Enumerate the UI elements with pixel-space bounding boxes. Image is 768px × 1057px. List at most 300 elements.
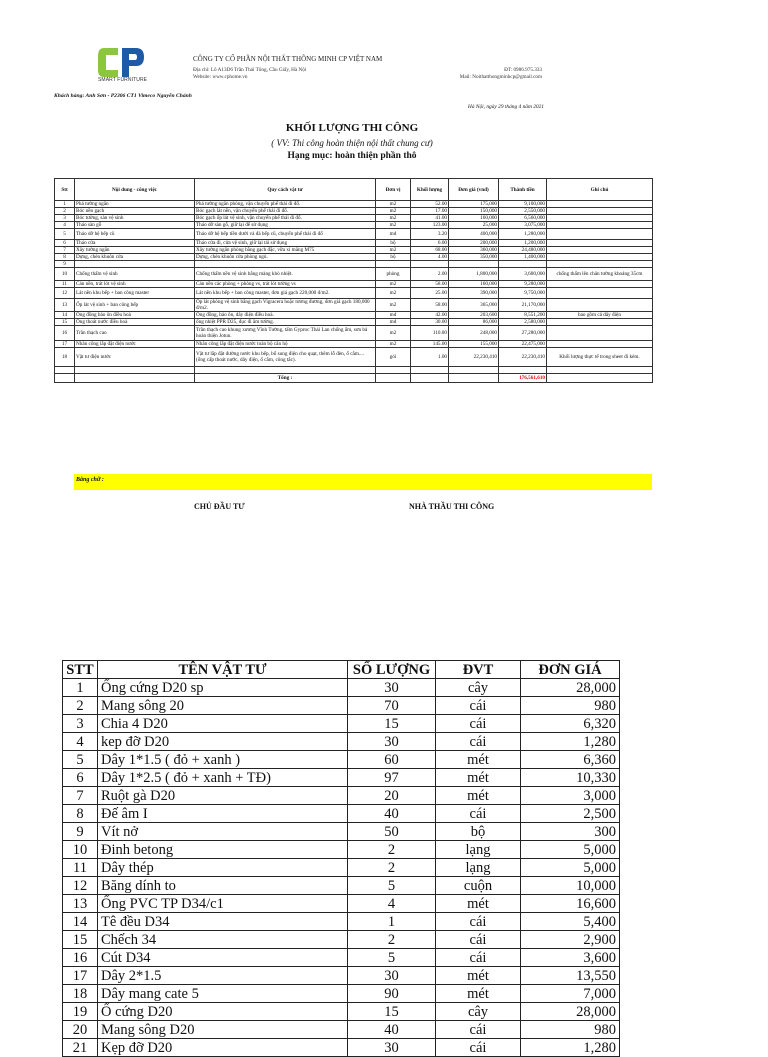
row-stt: 6 [55, 240, 75, 247]
mat-unit: cái [436, 715, 521, 733]
table-row [55, 247, 653, 254]
row-unit [376, 261, 411, 268]
materials-row [63, 697, 620, 715]
mat-name: Ruột gà D20 [98, 787, 348, 805]
row-note [547, 261, 653, 268]
row-content: Ống thoát nước điều hoà [75, 319, 195, 326]
table-total-row [55, 374, 653, 383]
mat-name: Ống cứng D20 sp [98, 679, 348, 697]
mat-price: 1,280 [521, 733, 620, 751]
mat-stt: 21 [63, 1039, 98, 1057]
row-spec: Lát nền khu bếp + ban công master, đơn giá gạch 220,000 đ/m2. [195, 288, 376, 299]
row-stt: 14 [55, 312, 75, 319]
row-spec: Dựng, chèn khuôn cửa phòng ngủ. [195, 254, 376, 261]
materials-row [63, 895, 620, 913]
row-quantity: 1.00 [411, 348, 449, 367]
row-note [547, 215, 653, 222]
row-quantity: 42.00 [411, 312, 449, 319]
mat-name: Kẹp đỡ D20 [98, 1039, 348, 1057]
row-note [547, 208, 653, 215]
mat-stt: 5 [63, 751, 98, 769]
mat-unit: lạng [436, 841, 521, 859]
row-content: Vật tư điện nước [75, 348, 195, 367]
mat-price: 5,400 [521, 913, 620, 931]
table-row [55, 215, 653, 222]
row-stt: 7 [55, 247, 75, 254]
row-unit: m2 [376, 341, 411, 348]
row-content: Phá tường ngăn [75, 201, 195, 208]
mat-price: 2,500 [521, 805, 620, 823]
mat-stt: 14 [63, 913, 98, 931]
mat-name: Chia 4 D20 [98, 715, 348, 733]
row-stt: 10 [55, 268, 75, 281]
row-unit-price: 365,000 [449, 299, 499, 312]
materials-row [63, 715, 620, 733]
row-unit-price: 248,000 [449, 326, 499, 341]
row-spec: Tháo cửa đi, cửa vệ sinh, giữ lại tái sử dụng [195, 240, 376, 247]
header-stt: Stt [55, 179, 75, 201]
mat-qty: 15 [348, 1003, 436, 1021]
mat-stt: 11 [63, 859, 98, 877]
mat-price: 6,360 [521, 751, 620, 769]
row-unit-price: 160,000 [449, 215, 499, 222]
mat-price: 980 [521, 697, 620, 715]
row-amount: 9,280,000 [499, 281, 547, 288]
mat-qty: 5 [348, 949, 436, 967]
row-spec: Tháo dỡ hệ bếp tiền dưới và đá bếp cũ, chuyển phế thải đi đổ [195, 229, 376, 240]
row-unit-price: 200,000 [449, 240, 499, 247]
row-content: Tháo sàn gỗ [75, 222, 195, 229]
materials-row [63, 949, 620, 967]
row-stt: 18 [55, 348, 75, 367]
row-stt: 13 [55, 299, 75, 312]
mat-name: Dây 1*1.5 ( đỏ + xanh ) [98, 751, 348, 769]
mat-price: 3,600 [521, 949, 620, 967]
mat-stt: 6 [63, 769, 98, 787]
mat-unit: cái [436, 913, 521, 931]
mat-price: 13,550 [521, 967, 620, 985]
mat-unit: cái [436, 949, 521, 967]
row-spec: Nhân công lắp đặt điện nước toàn bộ căn hộ [195, 341, 376, 348]
mat-stt: 3 [63, 715, 98, 733]
materials-row [63, 985, 620, 1003]
row-amount: 2,580,000 [499, 319, 547, 326]
row-content: Bóc tường, sàn vệ sinh [75, 215, 195, 222]
amount-in-words: Bằng chữ : [74, 474, 652, 490]
row-note [547, 254, 653, 261]
row-unit: bộ [376, 240, 411, 247]
row-note [547, 326, 653, 341]
signature-owner: CHỦ ĐẦU TƯ [194, 502, 245, 511]
company-phone: ĐT: 0986.975.333 [504, 67, 542, 73]
row-unit: m2 [376, 281, 411, 288]
mat-name: Dây 2*1.5 [98, 967, 348, 985]
mat-name: kep đỡ D20 [98, 733, 348, 751]
row-spec: Xây tường ngăn phòng bằng gạch đặc, vữa xi măng M75 [195, 247, 376, 254]
mat-unit: cuộn [436, 877, 521, 895]
header-quantity: Khối lượng [411, 179, 449, 201]
row-quantity: 4.00 [411, 254, 449, 261]
mat-price: 10,330 [521, 769, 620, 787]
materials-row [63, 823, 620, 841]
row-unit: gói [376, 348, 411, 367]
mat-qty: 20 [348, 787, 436, 805]
row-amount: 6,560,000 [499, 215, 547, 222]
row-content: Cán nền, trát lót vệ sinh [75, 281, 195, 288]
mat-stt: 13 [63, 895, 98, 913]
row-note [547, 222, 653, 229]
row-amount: 22,230,410 [499, 348, 547, 367]
row-note: bao gồm cả dây điện [547, 312, 653, 319]
row-amount: 27,280,000 [499, 326, 547, 341]
mat-qty: 1 [348, 913, 436, 931]
mat-stt: 15 [63, 931, 98, 949]
header-note: Ghi chú [547, 179, 653, 201]
row-stt: 3 [55, 215, 75, 222]
mat-price: 5,000 [521, 841, 620, 859]
table-row [55, 341, 653, 348]
row-stt: 15 [55, 319, 75, 326]
row-content [75, 261, 195, 268]
row-note [547, 201, 653, 208]
company-address: Địa chỉ: Lô A13D6 Trần Thái Tông, Cầu Giấy, Hà Nội [193, 67, 307, 73]
row-spec: Tháo dỡ sàn gỗ, giữ lại để sử dụng [195, 222, 376, 229]
mat-price: 10,000 [521, 877, 620, 895]
table-row [55, 288, 653, 299]
table-row [55, 261, 653, 268]
row-content: Bóc nền gạch [75, 208, 195, 215]
row-unit-price: 22,230,410 [449, 348, 499, 367]
mat-unit: mét [436, 967, 521, 985]
row-unit-price: 86,000 [449, 319, 499, 326]
table-row [55, 319, 653, 326]
mat-stt: 20 [63, 1021, 98, 1039]
row-unit: phòng [376, 268, 411, 281]
mat-name: Dây 1*2.5 ( đỏ + xanh + TĐ) [98, 769, 348, 787]
row-stt: 4 [55, 222, 75, 229]
mat-name: Đế âm I [98, 805, 348, 823]
row-unit: md [376, 312, 411, 319]
materials-row [63, 877, 620, 895]
mat-unit: cái [436, 1039, 521, 1057]
mat-unit: mét [436, 985, 521, 1003]
mat-price: 28,000 [521, 1003, 620, 1021]
row-spec: Chống thấm nền vệ sinh bằng màng khò nhiệt. [195, 268, 376, 281]
mat-unit: mét [436, 769, 521, 787]
mat-qty: 5 [348, 877, 436, 895]
mat-unit: bộ [436, 823, 521, 841]
header-unit: Đơn vị [376, 179, 411, 201]
row-unit: m2 [376, 247, 411, 254]
row-content: Ốp lát vệ sinh + ban công bếp [75, 299, 195, 312]
row-quantity: 30.00 [411, 319, 449, 326]
mat-name: Ống PVC TP D34/c1 [98, 895, 348, 913]
row-spec: Vật tư lắp đặt đường nước khu bếp, bổ sung điện cho quạt, thêm lỗ đèn, ổ cắm.... (ống cấp thoát nước, dây điện, ổ cắm, công tắc). [195, 348, 376, 367]
mat-price: 28,000 [521, 679, 620, 697]
materials-row [63, 913, 620, 931]
row-note [547, 341, 653, 348]
row-spec [195, 261, 376, 268]
row-content: Lát nền khu bếp + ban công master [75, 288, 195, 299]
table-row [55, 281, 653, 288]
row-spec: Cán nền các phòng + phòng vs, trát lót tường vs [195, 281, 376, 288]
mat-price: 980 [521, 1021, 620, 1039]
mat-unit: cái [436, 733, 521, 751]
mat-qty: 97 [348, 769, 436, 787]
quantity-table [54, 178, 653, 383]
row-content: Trần thạch cao [75, 326, 195, 341]
row-amount [499, 261, 547, 268]
materials-row [63, 841, 620, 859]
materials-row [63, 1039, 620, 1057]
row-content: Tháo dỡ hệ bếp cũ [75, 229, 195, 240]
row-amount: 2,550,000 [499, 208, 547, 215]
mat-name: Mang sông D20 [98, 1021, 348, 1039]
mat-stt: 2 [63, 697, 98, 715]
row-quantity: 3.20 [411, 229, 449, 240]
materials-row [63, 1003, 620, 1021]
row-quantity: 58.00 [411, 281, 449, 288]
row-quantity: 2.00 [411, 268, 449, 281]
row-quantity: 123.00 [411, 222, 449, 229]
row-stt: 16 [55, 326, 75, 341]
mat-unit: cái [436, 1021, 521, 1039]
row-content: Xây tường ngăn [75, 247, 195, 254]
row-stt: 5 [55, 229, 75, 240]
mat-stt: 7 [63, 787, 98, 805]
materials-row [63, 787, 620, 805]
mat-name: Dây thép [98, 859, 348, 877]
row-unit-price: 25,000 [449, 222, 499, 229]
mat-name: Tê đều D34 [98, 913, 348, 931]
table-blank-row [55, 367, 653, 374]
mat-qty: 70 [348, 697, 436, 715]
mat-name: Đinh betong [98, 841, 348, 859]
row-amount: 1,280,000 [499, 229, 547, 240]
row-spec: Bóc gạch lát nền, vận chuyển phế thải đi đổ. [195, 208, 376, 215]
materials-row [63, 805, 620, 823]
row-amount: 22,475,000 [499, 341, 547, 348]
document-date: Hà Nội, ngày 29 tháng 4 năm 2021 [467, 104, 544, 110]
row-quantity [411, 261, 449, 268]
row-stt: 12 [55, 288, 75, 299]
mat-price: 1,280 [521, 1039, 620, 1057]
row-quantity: 58.00 [411, 299, 449, 312]
signature-contractor: NHÀ THẦU THI CÔNG [409, 502, 495, 511]
row-amount: 3,600,000 [499, 268, 547, 281]
mat-stt: 4 [63, 733, 98, 751]
document-title: KHỐI LƯỢNG THI CÔNG [285, 122, 419, 134]
table-row [55, 312, 653, 319]
row-note [547, 319, 653, 326]
materials-row [63, 931, 620, 949]
row-unit: m2 [376, 208, 411, 215]
materials-row [63, 967, 620, 985]
row-unit-price: 150,000 [449, 208, 499, 215]
mat-stt: 18 [63, 985, 98, 1003]
company-name: CÔNG TY CỔ PHẦN NỘI THẤT THÔNG MINH CP VIỆT NAM [193, 55, 383, 63]
row-amount: 8,551,200 [499, 312, 547, 319]
row-content: Dựng, chèn khuôn cửa [75, 254, 195, 261]
row-note [547, 299, 653, 312]
mat-header-stt: STT [63, 661, 98, 679]
row-quantity: 145.00 [411, 341, 449, 348]
row-note: Khối lượng thực tế trong sheet đi kèm. [547, 348, 653, 367]
mat-header-unit: ĐVT [436, 661, 521, 679]
row-unit-price: 203,600 [449, 312, 499, 319]
table-row [55, 268, 653, 281]
mat-qty: 15 [348, 715, 436, 733]
row-spec: Bóc gạch ốp lát vệ sinh, vận chuyển phế thải đi đổ. [195, 215, 376, 222]
mat-header-qty: SỐ LƯỢNG [348, 661, 436, 679]
table-header-row [55, 179, 653, 201]
total-value: 176,561,610 [499, 374, 547, 383]
table-row [55, 222, 653, 229]
mat-name: Dây mang cate 5 [98, 985, 348, 1003]
row-stt: 11 [55, 281, 75, 288]
table-row [55, 201, 653, 208]
row-quantity: 6.00 [411, 240, 449, 247]
mat-price: 7,000 [521, 985, 620, 1003]
materials-table [62, 660, 620, 1057]
header-spec: Quy cách vật tư [195, 179, 376, 201]
row-unit: m2 [376, 326, 411, 341]
quantity-table-body [55, 201, 653, 367]
row-amount: 3,075,000 [499, 222, 547, 229]
row-amount: 24,480,000 [499, 247, 547, 254]
row-spec: Phá tường ngăn phòng, vận chuyển phế thải đi đổ. [195, 201, 376, 208]
materials-row [63, 769, 620, 787]
row-amount: 1,400,000 [499, 254, 547, 261]
materials-row [63, 751, 620, 769]
mat-qty: 30 [348, 733, 436, 751]
mat-qty: 2 [348, 859, 436, 877]
mat-name: Mang sông 20 [98, 697, 348, 715]
row-quantity: 68.00 [411, 247, 449, 254]
row-unit: bộ [376, 254, 411, 261]
mat-stt: 19 [63, 1003, 98, 1021]
row-unit-price: 390,000 [449, 288, 499, 299]
mat-header-name: TÊN VẬT TƯ [98, 661, 348, 679]
table-row [55, 229, 653, 240]
row-note [547, 288, 653, 299]
mat-qty: 30 [348, 1039, 436, 1057]
row-amount: 1,200,000 [499, 240, 547, 247]
materials-header-row [63, 661, 620, 679]
mat-name: Chếch 34 [98, 931, 348, 949]
row-spec: ống nhiệt PPR D25, đục đi âm tường. [195, 319, 376, 326]
row-note [547, 240, 653, 247]
mat-unit: cái [436, 697, 521, 715]
row-stt: 17 [55, 341, 75, 348]
row-stt: 9 [55, 261, 75, 268]
mat-name: Băng dính to [98, 877, 348, 895]
row-stt: 2 [55, 208, 75, 215]
header-content: Nội dung - công việc [75, 179, 195, 201]
row-note [547, 229, 653, 240]
table-row [55, 254, 653, 261]
mat-name: Vít nở [98, 823, 348, 841]
table-row [55, 326, 653, 341]
mat-qty: 60 [348, 751, 436, 769]
mat-qty: 30 [348, 967, 436, 985]
mat-stt: 17 [63, 967, 98, 985]
mat-name: Ố cứng D20 [98, 1003, 348, 1021]
row-note [547, 281, 653, 288]
document-category: Hạng mục: hoàn thiện phần thô [287, 151, 417, 161]
mat-price: 16,600 [521, 895, 620, 913]
mat-qty: 40 [348, 805, 436, 823]
mat-qty: 40 [348, 1021, 436, 1039]
row-content: Tháo cửa [75, 240, 195, 247]
row-quantity: 41.00 [411, 215, 449, 222]
table-row [55, 240, 653, 247]
header-amount: Thành tiền [499, 179, 547, 201]
mat-stt: 9 [63, 823, 98, 841]
materials-row [63, 1021, 620, 1039]
mat-unit: mét [436, 895, 521, 913]
row-unit-price: 175,000 [449, 201, 499, 208]
row-spec: Ống đồng, bảo ôn, dây điện điều hoà. [195, 312, 376, 319]
header-unit-price: Đơn giá (vnđ) [449, 179, 499, 201]
row-quantity: 25.00 [411, 288, 449, 299]
row-quantity: 110.00 [411, 326, 449, 341]
row-unit: md [376, 229, 411, 240]
row-unit-price: 400,000 [449, 229, 499, 240]
mat-name: Cút D34 [98, 949, 348, 967]
row-unit-price: 160,000 [449, 281, 499, 288]
mat-stt: 10 [63, 841, 98, 859]
row-unit-price: 360,000 [449, 247, 499, 254]
total-label: Tổng : [195, 374, 376, 383]
row-note [547, 247, 653, 254]
row-unit-price: 350,000 [449, 254, 499, 261]
company-mail: Mail: Noithatthongminhcp@gmail.com [459, 74, 542, 80]
row-unit-price: 1,800,000 [449, 268, 499, 281]
materials-row [63, 679, 620, 697]
row-unit: m2 [376, 299, 411, 312]
row-amount: 9,100,000 [499, 201, 547, 208]
mat-unit: lạng [436, 859, 521, 877]
mat-qty: 2 [348, 841, 436, 859]
row-content: Nhân công lắp đặt điện nước [75, 341, 195, 348]
table-row [55, 208, 653, 215]
table-row [55, 348, 653, 367]
mat-qty: 4 [348, 895, 436, 913]
mat-unit: cây [436, 1003, 521, 1021]
row-unit: m2 [376, 215, 411, 222]
mat-qty: 2 [348, 931, 436, 949]
row-stt: 8 [55, 254, 75, 261]
mat-stt: 12 [63, 877, 98, 895]
mat-price: 5,000 [521, 859, 620, 877]
row-unit: m2 [376, 222, 411, 229]
document-subtitle: ( VV: Thi công hoàn thiện nội thất chung cư) [271, 138, 433, 148]
row-unit-price [449, 261, 499, 268]
mat-price: 6,320 [521, 715, 620, 733]
row-spec: Trần thạch cao khung xương Vĩnh Tường, tấm Gyproc Thái Lan chống ẩm, sơn bả hoàn thiện Jotun. [195, 326, 376, 341]
row-unit: m2 [376, 201, 411, 208]
mat-price: 2,900 [521, 931, 620, 949]
row-spec: Ốp lát phòng vệ sinh bằng gạch Vigracera hoặc tương đương, đơn giá gạch 180,000 đ/m2. [195, 299, 376, 312]
mat-qty: 50 [348, 823, 436, 841]
row-content: Ống đồng bảo ôn điều hoà [75, 312, 195, 319]
mat-header-price: ĐƠN GIÁ [521, 661, 620, 679]
mat-unit: mét [436, 751, 521, 769]
row-quantity: 17.00 [411, 208, 449, 215]
mat-stt: 1 [63, 679, 98, 697]
mat-stt: 16 [63, 949, 98, 967]
